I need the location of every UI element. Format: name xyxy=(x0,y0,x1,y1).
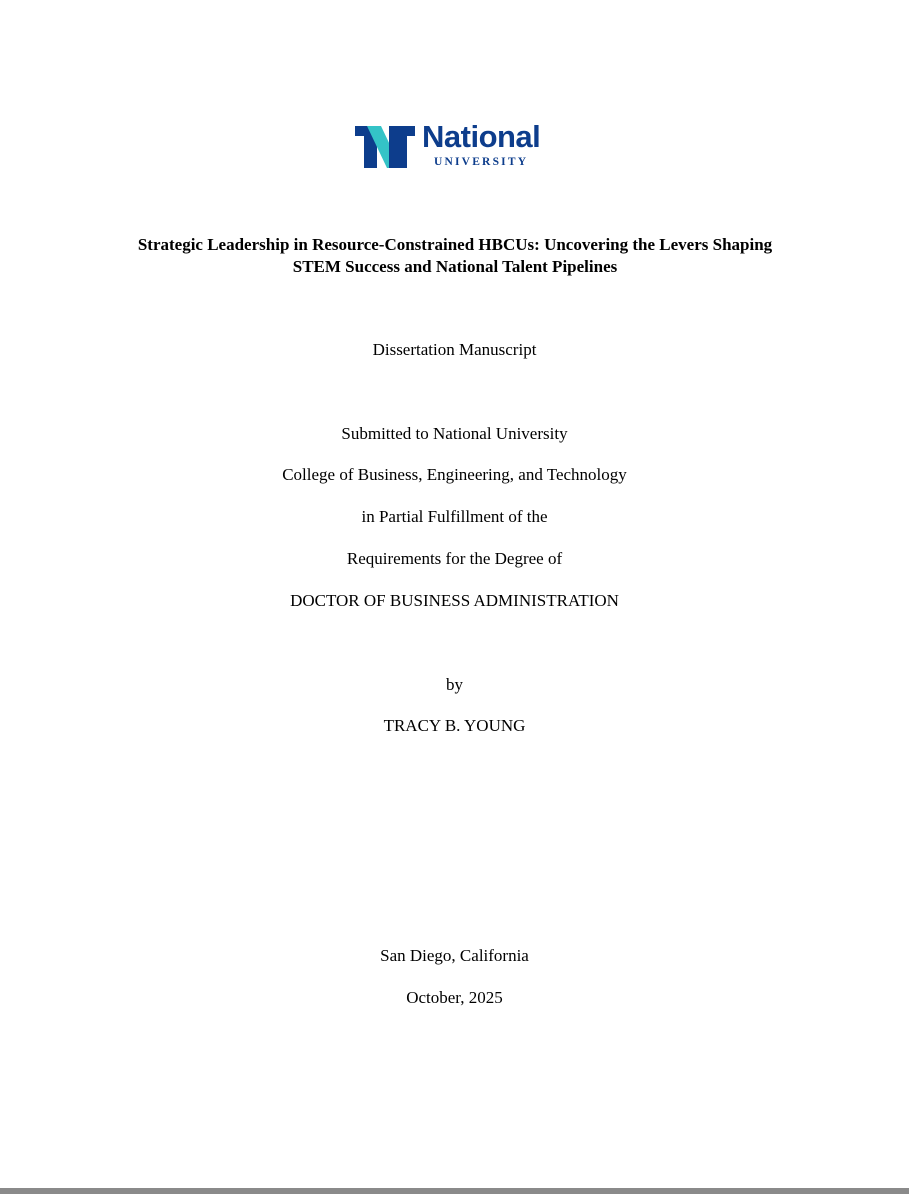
college-name: College of Business, Engineering, and Technology xyxy=(282,465,627,484)
degree-name: DOCTOR OF BUSINESS ADMINISTRATION xyxy=(290,591,619,610)
submitted-to: Submitted to National University xyxy=(341,424,568,443)
location: San Diego, California xyxy=(380,946,529,965)
logo-subtext: UNIVERSITY xyxy=(434,156,529,168)
date: October, 2025 xyxy=(406,988,503,1007)
author-name: TRACY B. YOUNG xyxy=(383,716,526,735)
n-mark-icon xyxy=(355,122,417,170)
partial-fulfillment: in Partial Fulfillment of the xyxy=(361,507,548,526)
by-label: by xyxy=(446,675,463,694)
degree-requirements: Requirements for the Degree of xyxy=(346,549,563,568)
document-type: Dissertation Manuscript xyxy=(372,340,537,359)
page-bottom-edge xyxy=(0,1188,909,1194)
title-line-1: Strategic Leadership in Resource-Constrained HBCUs: Uncovering the Levers Shaping xyxy=(137,235,773,254)
national-university-logo xyxy=(355,119,560,172)
title-line-2: STEM Success and National Talent Pipelines xyxy=(292,257,618,276)
logo-wordmark: National xyxy=(422,119,541,154)
